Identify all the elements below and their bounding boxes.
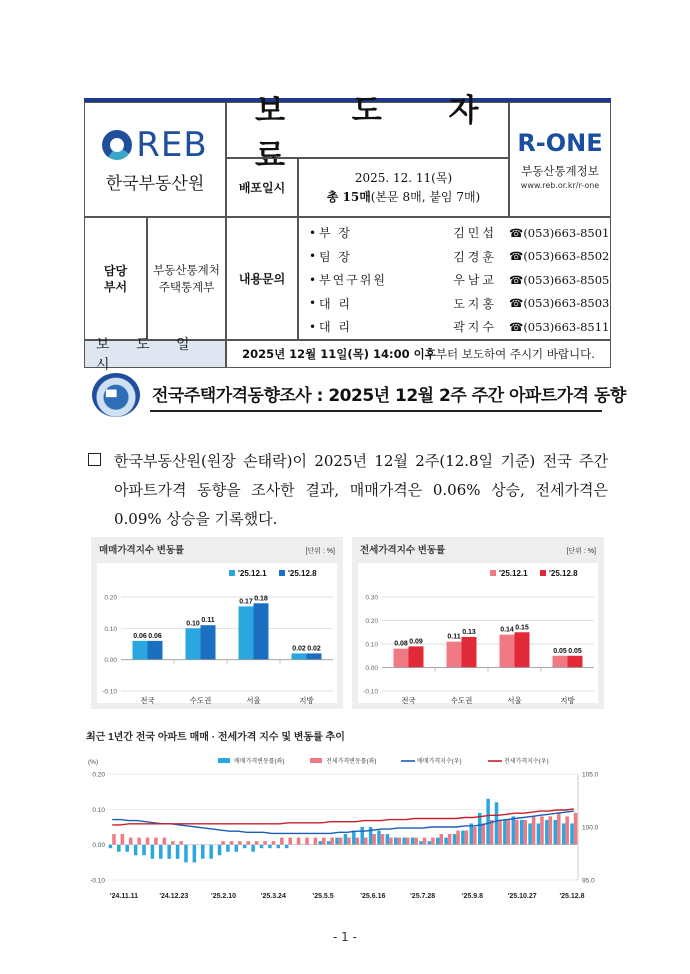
bar-sale-change (134, 845, 138, 856)
bar-rent-change (465, 831, 469, 845)
bar-rent-change (171, 841, 175, 845)
data-label: 0.08 (394, 640, 408, 648)
bar-rent-change (297, 838, 301, 845)
bar (292, 653, 307, 659)
bar-sale-change (260, 845, 264, 849)
x-tick-label: '25.10.27 (507, 893, 537, 900)
distribution-info (298, 158, 509, 217)
bar-sale-change (218, 845, 222, 856)
press-release-header (84, 93, 611, 373)
y-tick-label: -0.10 (90, 877, 105, 885)
bar-rent-change (490, 820, 494, 845)
x-tick-label: 서울 (507, 696, 522, 705)
bar-sale-change (327, 841, 331, 845)
bar-rent-change (129, 838, 133, 845)
chart-unit: [단위 : %] (305, 548, 335, 555)
bar-sale-change (512, 816, 516, 844)
bar-rent-change (121, 834, 125, 845)
chart-title: 전세가격지수 변동률 (360, 545, 446, 556)
bar-sale-change (461, 831, 465, 845)
bar-sale-change (268, 845, 272, 849)
bar (133, 641, 148, 660)
data-label: 0.17 (239, 598, 253, 606)
reb-logo (84, 102, 226, 217)
page-number: - 1 - (333, 930, 357, 944)
bar-sale-change (243, 845, 247, 849)
bar-sale-change (142, 845, 146, 856)
contact-position: 팀 장 (319, 249, 352, 264)
data-label: 0.14 (500, 626, 514, 634)
data-label: 0.05 (553, 647, 567, 655)
bar-sale-change (470, 823, 474, 844)
data-label: 0.15 (515, 624, 529, 632)
bar-sale-change (117, 845, 121, 852)
bar-sale-change (444, 838, 448, 845)
bar-sale-change (386, 834, 390, 845)
legend-swatch (279, 570, 285, 576)
trend-chart (84, 726, 604, 906)
bar-rent-change (557, 813, 561, 845)
bar-sale-change (277, 845, 281, 849)
bar-rent-change (356, 838, 360, 845)
contact-bullet: • (309, 296, 317, 311)
chart-unit: [단위 : %] (566, 548, 596, 555)
x-tick-label: 전국 (140, 696, 155, 705)
bar (239, 606, 254, 659)
survey-heading (92, 373, 626, 417)
x-tick-label: 전국 (401, 696, 416, 705)
legend-swatch (310, 758, 322, 763)
contact-list (298, 217, 611, 340)
bar-rent-change (549, 816, 553, 844)
bar-sale-change (226, 845, 230, 852)
bar-rent-change (406, 838, 410, 845)
bar-rent-change (246, 841, 250, 845)
bar-rent-change (540, 816, 544, 844)
bar-sale-change (109, 845, 113, 849)
contact-tel[interactable]: ☎(053)663-8501 (509, 225, 610, 240)
x-tick-label: 서울 (246, 696, 261, 705)
reb-logo-text: REB (136, 125, 208, 165)
bar-rent-change (473, 827, 477, 845)
bar (201, 625, 216, 659)
bar-sale-change (167, 845, 171, 859)
bar-rent-change (523, 820, 527, 845)
rone-logo-text: R-ONE (517, 129, 603, 157)
checkbox-bullet-icon (88, 453, 101, 466)
bar (394, 649, 409, 668)
contact-row (299, 315, 610, 339)
bar (409, 646, 424, 667)
contact-bullet: • (309, 249, 317, 264)
release-info: 2025년 12월 11일(목) 14:00 이후 부터 보도하여 주시기 바랍니다. (226, 340, 611, 368)
bar-rent-change (238, 841, 242, 845)
y-tick-label: 0.00 (92, 842, 105, 850)
bar-sale-change (453, 834, 457, 845)
rone-logo (509, 102, 611, 217)
bar-rent-change (263, 841, 267, 845)
summary-text: 한국부동산원(원장 손태락)이 2025년 12월 2주(12.8일 기준) 전국 주간 아파트가격 동향을 조사한 결과, 매매가격은 0.06% 상승, 전세가격은 0.09% 상승을 기록했다. (114, 452, 608, 528)
bar-rent-change (456, 831, 460, 845)
bar-rent-change (339, 838, 343, 845)
bar-rent-change (398, 838, 402, 845)
x-tick-label: '25.3.24 (260, 893, 286, 900)
contact-bullet: • (309, 319, 317, 334)
legend-label: 매매가격변동률(좌) (234, 759, 285, 765)
y-tick-label: 0.10 (365, 641, 378, 649)
bar-rent-change (448, 834, 452, 845)
bar (553, 656, 568, 668)
right-y-tick-label: 100.0 (582, 824, 599, 832)
data-label: 0.02 (307, 645, 321, 653)
x-tick-label: 수도권 (450, 696, 473, 705)
x-tick-label: '25.7.28 (410, 893, 436, 900)
contact-position: 대 리 (319, 296, 352, 311)
y-tick-label: 0.30 (365, 594, 378, 602)
bar-sale-change (562, 823, 566, 844)
x-tick-label: 지방 (560, 696, 575, 705)
legend-swatch (218, 758, 230, 763)
divider (150, 410, 602, 412)
survey-title: 전국주택가격동향조사 : 2025년 12월 2주 주간 아파트가격 동향 (152, 386, 626, 406)
bar-sale-change (251, 845, 255, 852)
contact-row (299, 245, 610, 269)
bar-rent-change (565, 816, 569, 844)
x-tick-label: '24.11.11 (109, 893, 139, 900)
bar (186, 628, 201, 659)
contact-tel[interactable]: ☎(053)663-8505 (509, 272, 610, 287)
bar-sale-change (570, 823, 574, 844)
bar-sale-change (503, 820, 507, 845)
bar-rent-change (221, 841, 225, 845)
bar-sale-change (285, 845, 289, 849)
bar-rent-change (347, 838, 351, 845)
bar-sale-change (377, 831, 381, 845)
bar-rent-change (515, 820, 519, 845)
bar (307, 653, 322, 659)
data-label: 0.09 (409, 638, 423, 646)
contact-name: 우남교 (453, 273, 497, 288)
document-title: 보 도 자 료 (226, 102, 509, 158)
y-tick-label: 0.20 (104, 594, 117, 602)
distribution-date: 2025. 12. 11(목) (354, 170, 453, 185)
contact-position: 대 리 (319, 320, 352, 335)
sale-change-chart (91, 537, 343, 709)
bar-sale-change (520, 820, 524, 845)
bar-rent-change (381, 834, 385, 845)
x-tick-label: '25.2.10 (211, 893, 237, 900)
legend-label: 전세가격지수(우) (504, 759, 549, 765)
bar-sale-change (436, 838, 440, 845)
contact-bullet: • (309, 225, 317, 240)
bar-rent-change (288, 838, 292, 845)
distribution-label: 배포일시 (226, 158, 298, 217)
contact-name: 김민섭 (453, 226, 497, 241)
x-tick-label: 수도권 (189, 696, 212, 705)
data-label: 0.06 (148, 632, 162, 640)
x-tick-label: 지방 (299, 696, 314, 705)
contact-row (299, 268, 610, 292)
reb-emblem-icon (102, 130, 132, 160)
bar-rent-change (322, 838, 326, 845)
reb-logo-subtitle: 한국부동산원 (105, 174, 205, 194)
bar-sale-change (335, 838, 339, 845)
y-tick-label: 0.10 (92, 806, 105, 814)
bar-sale-change (553, 820, 557, 845)
bar-sale-change (176, 845, 180, 859)
bar-sale-change (151, 845, 155, 859)
bar-rent-change (507, 820, 511, 845)
bar (515, 632, 530, 667)
contact-name: 도지홍 (453, 296, 497, 311)
bar-sale-change (193, 845, 197, 863)
contact-name: 김경훈 (453, 249, 497, 264)
bar (462, 637, 477, 668)
bar-sale-change (411, 838, 415, 845)
contact-position: 부연구위원 (319, 273, 387, 288)
left-axis-unit: (%) (88, 759, 99, 766)
bar (500, 635, 515, 668)
bar-sale-change (184, 845, 188, 863)
right-y-tick-label: 105.0 (582, 771, 599, 779)
dept-name: 부동산통계처 주택통계부 (147, 217, 226, 340)
bar-sale-change (545, 820, 549, 845)
bar-rent-change (532, 816, 536, 844)
legend-swatch (540, 570, 546, 576)
bar-sale-change (344, 834, 348, 845)
bar-sale-change (402, 838, 406, 845)
legend-label: 전세가격변동률(좌) (326, 759, 377, 765)
bar-rent-change (431, 838, 435, 845)
bar-rent-change (498, 820, 502, 845)
bar-sale-change (495, 802, 499, 844)
y-tick-label: 0.10 (104, 625, 117, 633)
contact-tel[interactable]: ☎(053)663-8503 (509, 296, 610, 311)
bar-rent-change (146, 838, 150, 845)
legend-swatch (229, 570, 235, 576)
bar-rent-change (389, 838, 393, 845)
bar-rent-change (272, 841, 276, 845)
bar-sale-change (428, 841, 432, 845)
summary-paragraph (88, 447, 608, 534)
bar-rent-change (372, 834, 376, 845)
data-label: 0.02 (292, 645, 306, 653)
data-label: 0.11 (447, 633, 461, 641)
data-label: 0.05 (568, 647, 582, 655)
release-label: 보 도 일 시 (84, 340, 226, 368)
y-tick-label: 0.00 (104, 657, 117, 665)
data-label: 0.18 (254, 595, 268, 603)
rone-subtitle: 부동산통계정보 (521, 164, 599, 178)
bar-sale-change (318, 841, 322, 845)
bar-sale-change (478, 813, 482, 845)
x-tick-label: '25.12.8 (559, 893, 585, 900)
legend-label: '25.12.1 (238, 569, 267, 578)
plot-background (358, 563, 598, 703)
bar-rent-change (179, 841, 183, 845)
bar-sale-change (528, 823, 532, 844)
x-tick-label: '25.9.8 (461, 893, 484, 900)
data-label: 0.13 (462, 628, 476, 636)
bar-rent-change (481, 823, 485, 844)
bar (254, 603, 269, 659)
data-label: 0.10 (186, 620, 200, 628)
x-tick-label: '24.12.23 (159, 893, 189, 900)
y-tick-label: -0.10 (363, 688, 378, 696)
bar-rent-change (230, 841, 234, 845)
distribution-pages: 총 15매(본문 8매, 붙임 7매) (326, 189, 481, 204)
bar-rent-change (364, 838, 368, 845)
legend-label: '25.12.1 (499, 569, 528, 578)
legend-label: '25.12.8 (549, 569, 578, 578)
inquiry-label: 내용문의 (226, 217, 298, 340)
x-tick-label: '25.6.16 (360, 893, 386, 900)
bar-rent-change (414, 838, 418, 845)
bar-rent-change (163, 838, 167, 845)
legend-swatch (490, 570, 496, 576)
bar-sale-change (419, 841, 423, 845)
bar-rent-change (280, 838, 284, 845)
bar (568, 656, 583, 668)
chart-title: 매매가격지수 변동률 (99, 545, 185, 556)
bar-rent-change (112, 834, 116, 845)
y-tick-label: -0.10 (102, 688, 117, 696)
legend-label: '25.12.8 (288, 569, 317, 578)
x-tick-label: '25.5.5 (312, 893, 334, 900)
bar-rent-change (423, 838, 427, 845)
contact-name: 곽지수 (453, 320, 497, 335)
bar-rent-change (255, 841, 259, 845)
bar-sale-change (537, 823, 541, 844)
bar-rent-change (574, 813, 578, 845)
bar (148, 641, 163, 660)
national-statistics-emblem-icon (92, 373, 140, 417)
bar-sale-change (486, 799, 490, 845)
contact-tel[interactable]: ☎(053)663-8502 (509, 249, 610, 264)
contact-row (299, 292, 610, 316)
dept-label: 담당 부서 (84, 217, 147, 340)
legend-label: 매매가격지수(우) (417, 759, 462, 765)
contact-bullet: • (309, 272, 317, 287)
rone-url: www.reb.or.kr/r-one (520, 181, 600, 190)
bar-rent-change (154, 838, 158, 845)
contact-row (299, 221, 610, 245)
data-label: 0.06 (133, 632, 147, 640)
bar-rent-change (440, 834, 444, 845)
y-tick-label: 0.00 (365, 665, 378, 672)
bar-rent-change (305, 838, 309, 845)
bar-rent-change (330, 838, 334, 845)
data-label: 0.11 (201, 617, 215, 625)
contact-position: 부 장 (319, 226, 352, 241)
rent-change-chart (352, 537, 604, 709)
bar-rent-change (314, 838, 318, 845)
contact-tel[interactable]: ☎(053)663-8511 (509, 319, 610, 334)
y-tick-label: 0.20 (92, 771, 105, 779)
bar-sale-change (394, 838, 398, 845)
bar (447, 642, 462, 668)
right-y-tick-label: 95.0 (582, 877, 595, 885)
bar-sale-change (209, 845, 213, 859)
bar-sale-change (159, 845, 163, 859)
bar-sale-change (125, 845, 129, 852)
y-tick-label: 0.20 (365, 618, 378, 625)
chart-title: 최근 1년간 전국 아파트 매매 · 전세가격 지수 및 변동률 추이 (86, 732, 345, 743)
bar-sale-change (352, 831, 356, 845)
bar-rent-change (137, 838, 141, 845)
bar-sale-change (201, 845, 205, 859)
bar-sale-change (360, 827, 364, 845)
bar-sale-change (235, 845, 239, 852)
